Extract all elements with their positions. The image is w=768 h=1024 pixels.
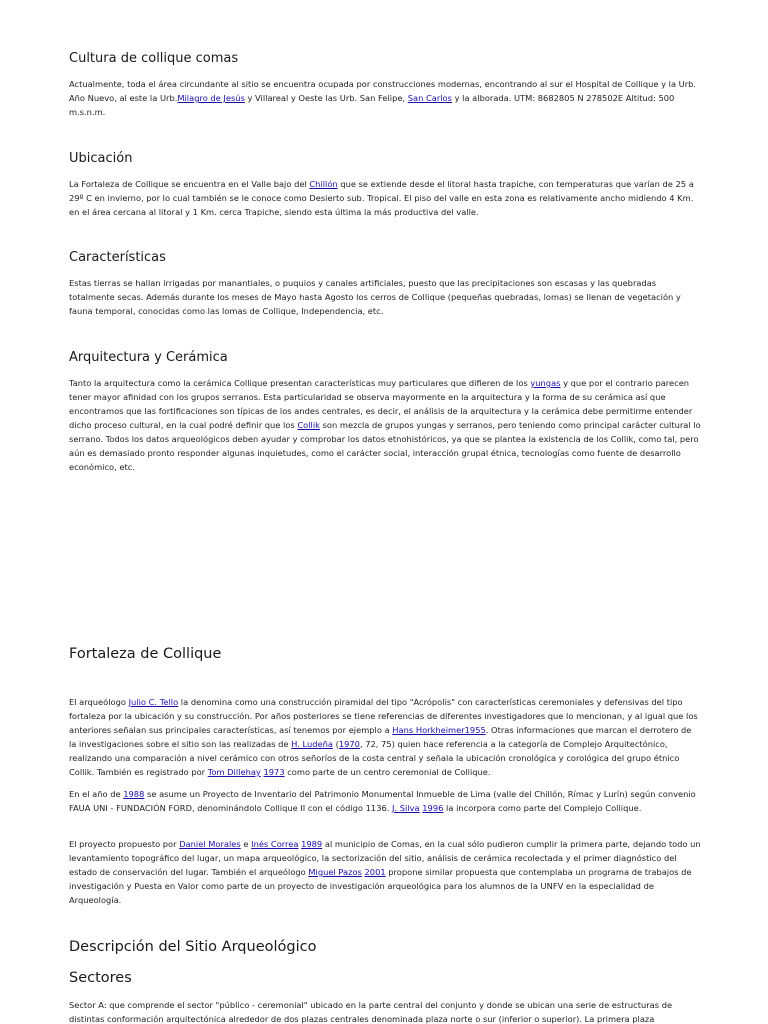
link-hans-horkheimer[interactable]: Hans Horkheimer1955 bbox=[392, 725, 486, 735]
section-arquitectura bbox=[69, 350, 701, 365]
section-cultura bbox=[69, 51, 701, 66]
section-fortaleza-p3 bbox=[69, 837, 701, 907]
section-arquitectura-body bbox=[69, 376, 701, 474]
section-title: Ubicación bbox=[69, 151, 133, 166]
section-sectores bbox=[69, 970, 701, 986]
paragraph bbox=[69, 376, 701, 474]
section-caracteristicas bbox=[69, 250, 701, 265]
link-daniel-morales[interactable]: Daniel Morales bbox=[179, 839, 241, 849]
link-1996[interactable]: 1996 bbox=[422, 803, 444, 813]
link-h-ludena[interactable]: H. Ludeña bbox=[291, 739, 333, 749]
section-title: Cultura de collique comas bbox=[69, 51, 239, 66]
link-julio-c-tello[interactable]: Julio C. Tello bbox=[128, 697, 179, 707]
text-run: . Otras informaciones que marcan el derrotero de la investigaciones sobre el sitio son las realizadas de bbox=[69, 725, 692, 749]
text-run: y que por el contrario parecen tener mayor afinidad con los grupos serranos. Esta particularidad se observa mayormente en la arquitectura y la forma de su cerámica así que encontramos que las fortificaciones son típicas de los andes centrales, es decir, el análisis de la arquitectura y la cerámica debe permitirme entender dicho proceso cultural, en la cual podré definir que los bbox=[69, 378, 693, 430]
link-ines-correa[interactable]: Inés Correa bbox=[251, 839, 299, 849]
paragraph bbox=[69, 837, 701, 907]
section-fortaleza bbox=[69, 646, 701, 662]
paragraph: Sector A: que comprende el sector "público - ceremonial" ubicado en la parte central del conjunto y donde se ubican una serie de estructuras de distintas conformación arquitectónica alrededor de dos plazas centrales denominada plaza norte o sur (inferior o superior). La primera plaza bbox=[69, 1000, 673, 1024]
link-1989[interactable]: 1989 bbox=[301, 839, 323, 849]
paragraph bbox=[69, 77, 701, 119]
link-san-carlos[interactable]: San Carlos bbox=[407, 93, 452, 103]
text-run: La Fortaleza de Collique se encuentra en el Valle bajo del bbox=[69, 179, 310, 189]
link-milagro-de-jesus[interactable]: Milagro de Jesús bbox=[177, 93, 245, 103]
link-tom-dillehay[interactable]: Tom Dillehay bbox=[207, 767, 261, 777]
link-chillon[interactable]: Chillón bbox=[309, 179, 338, 189]
text-run: la denomina como una construcción piramidal del tipo "Acrópolis" con características ceremoniales y defensivas del tipo fortaleza por la ubicación y su construcción. Por años posteriores se tiene referencias de diferentes investigadores que lo mencionan, y al igual que los anteriores señalan sus principales características, así tenemos por ejemplo a bbox=[69, 697, 698, 735]
text-run: propone similar propuesta que contemplaba un programa de trabajos de investigación y Puesta en Valor como parte de un proyecto de investigación arqueológica para los alumnos de la UNFV en la especialidad de Arqueología. bbox=[69, 867, 692, 905]
section-title: Características bbox=[69, 250, 166, 265]
section-title: Fortaleza de Collique bbox=[69, 646, 222, 662]
text-run: la incorpora como parte del Complejo Collique. bbox=[443, 803, 642, 813]
section-fortaleza-p2 bbox=[69, 787, 701, 815]
link-1970[interactable]: 1970 bbox=[338, 739, 360, 749]
text-run: El proyecto propuesto por bbox=[69, 839, 180, 849]
text-run: En el año de bbox=[69, 789, 124, 799]
link-1988[interactable]: 1988 bbox=[123, 789, 145, 799]
link-1973[interactable]: 1973 bbox=[263, 767, 285, 777]
link-j-silva[interactable]: J. Silva bbox=[392, 803, 420, 813]
section-title: Sectores bbox=[69, 970, 132, 986]
text-run: son mezcla de grupos yungas y serranos, pero teniendo como principal carácter cultural lo serrano. Todos los datos arqueológicos deben ayudar y comprobar los datos etnohistóricos, ya que se plantea la existencia de los Collik, como tal, pero aún es demasiado pronto responder algunas inquietudes, como el carácter social, interacción grupal étnica, tecnologías como fuente de desarrollo económico, etc. bbox=[69, 420, 701, 472]
paragraph: Estas tierras se hallan irrigadas por manantiales, o puquios y canales artificiales, puesto que las precipitaciones son escasas y las quebradas totalmente secas. Además durante los meses de Mayo hasta Agosto los cerros de Collique (pequeñas quebradas, lomas) se llenan de vegetación y fauna temporal, conocidas como las lomas de Collique, Independencia, etc. bbox=[69, 278, 681, 316]
link-2001[interactable]: 2001 bbox=[364, 867, 386, 877]
text-run: Tanto la arquitectura como la cerámica Collique presentan características muy particulares que difieren de los bbox=[69, 378, 531, 388]
paragraph bbox=[69, 177, 701, 219]
text-run: Actualmente, toda el área circundante al sitio se encuentra ocupada por construcciones modernas, encontrando al sur el Hospital de Collique y la Urb. Año Nuevo, al este la Urb. bbox=[69, 79, 697, 103]
link-collik[interactable]: Collik bbox=[297, 420, 320, 430]
text-run: y la alborada. UTM: 8682805 N 278502E Altitud: 500 m.s.n.m. bbox=[69, 93, 675, 117]
section-ubicacion bbox=[69, 151, 701, 166]
section-ubicacion-body bbox=[69, 177, 701, 219]
link-yungas[interactable]: yungas bbox=[530, 378, 561, 388]
section-cultura-body bbox=[69, 77, 701, 119]
text-run: y Villareal y Oeste las Urb. San Felipe, bbox=[244, 93, 408, 103]
text-run: al municipio de Comas, en la cual sólo pudieron cumplir la primera parte, dejando todo un levantamiento topográfico del lugar, un mapa arqueológico, la sectorización del sitio, análisis de cerámica recolectada y el primer diagnóstico del estado de conservación del lugar. También el arqueólogo bbox=[69, 839, 701, 877]
text-run: que se extiende desde el litoral hasta trapiche, con temperaturas que varían de 25 a 29º C en invierno, por lo cual también se le conoce como Desierto sub. Tropical. El piso del valle en esta zona es relativamente ancho midiendo 4 Km. en el área cercana al litoral y 1 Km. cerca Trapiche, siendo esta última la más productiva del valle. bbox=[69, 179, 694, 217]
text-run: como parte de un centro ceremonial de Collique. bbox=[284, 767, 491, 777]
section-sectores-body bbox=[69, 998, 701, 1024]
section-title: Arquitectura y Cerámica bbox=[69, 350, 228, 365]
text-run: El arqueólogo bbox=[69, 697, 129, 707]
paragraph bbox=[69, 695, 701, 779]
section-caracteristicas-body bbox=[69, 276, 701, 318]
section-title: Descripción del Sitio Arqueológico bbox=[69, 939, 317, 955]
section-fortaleza-p1 bbox=[69, 695, 701, 779]
link-miguel-pazos[interactable]: Miguel Pazos bbox=[308, 867, 362, 877]
text-run: ( bbox=[332, 739, 339, 749]
section-descripcion bbox=[69, 939, 701, 955]
text-run: se asume un Proyecto de Inventario del Patrimonio Monumental Inmueble de Lima (valle del Chillón, Rímac y Lurín) según convenio FAUA UNI - FUNDACIÓN FORD, denominándolo Collique II con el código 1136. bbox=[69, 789, 696, 813]
text-run: , 72, 75) quien hace referencia a la categoría de Complejo Arquitectónico, realizando una comparación a nivel cerámico con otros señoríos de la costa central y señala la ubicación cronológica y corológica del grupo étnico Collik. También es registrado por bbox=[69, 739, 680, 777]
paragraph bbox=[69, 787, 701, 815]
text-run: e bbox=[240, 839, 252, 849]
